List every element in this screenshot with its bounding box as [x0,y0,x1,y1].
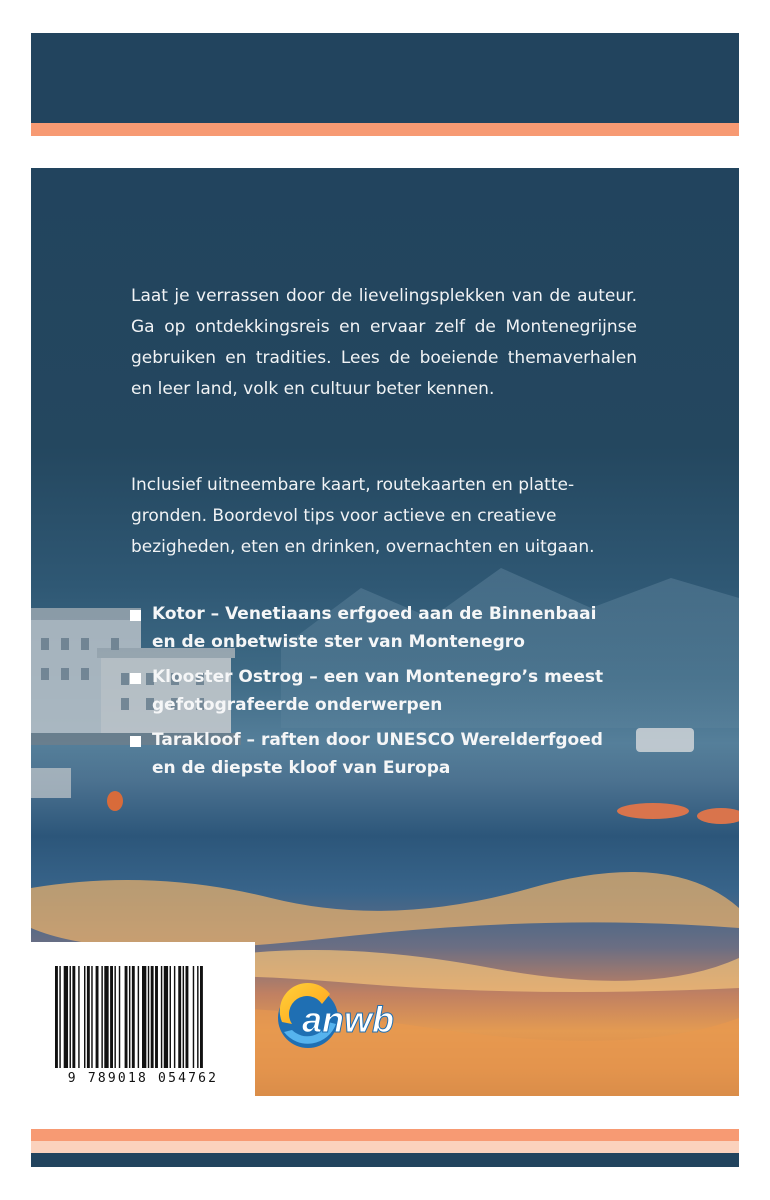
highlight-item [129,663,689,719]
bottom-coral-stripe [31,1129,739,1141]
top-accent-stripe [31,123,739,136]
barcode-bar [138,966,139,1068]
barcode-bar [59,966,60,1068]
bullet-square-icon [130,736,141,747]
top-band [31,33,739,123]
anwb-logo [276,974,416,1058]
barcode-bar [170,966,171,1068]
highlight-item [129,726,689,782]
bullet-square-icon [130,673,141,684]
barcode-bar [148,966,149,1068]
highlight-title: Kotor – Venetiaans erfgoed aan de Binnenbaai [152,604,597,624]
buoy [107,791,123,811]
barcode-bar [186,966,189,1068]
contents-line: gronden. Boordevol tips voor actieve en creatieve [131,506,557,526]
barcode-bar [129,966,130,1068]
bullet-square-icon [130,610,141,621]
barcode-bar [125,966,128,1068]
barcode-bar [104,966,108,1068]
highlight-desc: en de diepste kloof van Europa [152,758,451,778]
barcode-bar [174,966,175,1068]
barcode-bar [151,966,154,1068]
highlight-item [129,600,689,656]
logo-wordmark: anwb [302,999,395,1040]
barcode-bar [55,966,58,1068]
floating-buoy [617,803,689,819]
barcode-bar [132,966,135,1068]
floating-buoy-2 [697,808,739,824]
barcode-bar [200,966,203,1068]
barcode-bar [114,966,115,1068]
barcode-bar [64,966,68,1068]
barcode-bar [78,966,79,1068]
barcode [31,942,255,1072]
barcode-bar [197,966,198,1068]
barcode-bar [87,966,90,1068]
barcode-bar [155,966,158,1068]
barcode-bar [119,966,120,1068]
contents-line: bezigheden, eten en drinken, overnachten en uitgaan. [131,537,595,557]
contents-line: Inclusief uitneembare kaart, routekaarten en platte- [131,475,575,495]
contents-paragraph [131,470,637,563]
bottom-band [31,1153,739,1167]
barcode-box [31,942,255,1096]
highlight-title: Klooster Ostrog – een van Montenegro’s meest [152,667,604,687]
barcode-bar [178,966,181,1068]
barcode-bar [193,966,194,1068]
barcode-bar [161,966,162,1068]
barcode-bar [70,966,71,1068]
barcode-bar [110,966,113,1068]
intro-paragraph: Laat je verrassen door de lievelingsplekken van de auteur. Ga op ontdekkingsreis en ervaar zelf de Montenegrijnse gebruiken en tradities. Lees de boeiende themaverhalen en leer land, volk en cultuur beter kennen. [131,286,637,399]
boat-left [31,768,71,798]
highlight-desc: gefotografeerde onderwerpen [152,695,443,715]
barcode-bar [183,966,184,1068]
barcode-bar [91,966,92,1068]
bottom-peach-stripe [31,1141,739,1153]
barcode-bar [101,966,102,1068]
barcode-bar [164,966,168,1068]
barcode-bar [96,966,99,1068]
barcode-bar [72,966,75,1068]
barcode-bar [142,966,146,1068]
highlights-list [129,600,689,789]
highlight-desc: en de onbetwiste ster van Montenegro [152,632,525,652]
highlight-title: Tarakloof – raften door UNESCO Werelderfgoed [152,730,603,750]
barcode-bar [84,966,85,1068]
isbn-number: 9 789018 054762 [67,1071,219,1086]
